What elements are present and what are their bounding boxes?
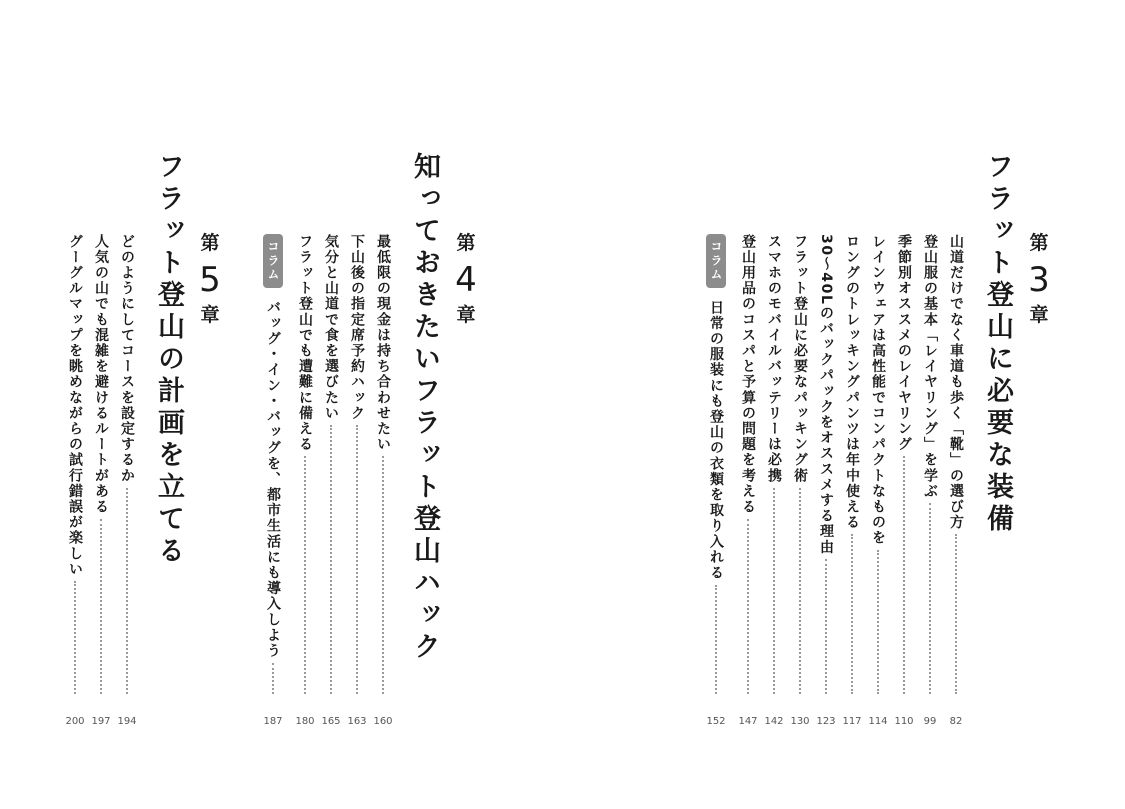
toc-entry-text: 人気の山でも混雑を避けるルートがある xyxy=(93,234,109,515)
toc-entry[interactable] xyxy=(118,234,136,694)
dot-leader xyxy=(929,503,931,694)
page-number: 152 xyxy=(706,716,726,727)
toc-entry-text: 季節別オススメのレイヤリング xyxy=(896,234,912,453)
page-number: 200 xyxy=(65,716,85,727)
toc-entry[interactable] xyxy=(739,234,757,694)
dot-leader xyxy=(955,534,957,694)
toc-entry-text: 登山服の基本「レイヤリング」を学ぶ xyxy=(922,234,938,500)
dot-leader xyxy=(851,534,853,694)
toc-entry-text: スマホのモバイルバッテリーは必携 xyxy=(766,234,782,484)
toc-entry[interactable] xyxy=(947,234,965,694)
page-number: 180 xyxy=(295,716,315,727)
chapter-suffix: 章 xyxy=(200,304,220,326)
chapter-4-title: 知っておきたいフラット登山ハック xyxy=(409,152,440,664)
toc-entry[interactable] xyxy=(348,234,366,694)
page-number: 147 xyxy=(738,716,758,727)
toc-entry-text: 最低限の現金は持ち合わせたい xyxy=(375,234,391,453)
dot-leader xyxy=(126,488,128,694)
toc-entry[interactable] xyxy=(322,234,340,694)
column-entry-text: 日常の服装にも登山の衣類を取り入れる xyxy=(708,300,724,581)
dot-leader xyxy=(825,559,827,694)
page-number: 197 xyxy=(91,716,111,727)
toc-entry-text: 山道だけでなく車道も歩く「靴」の選び方 xyxy=(948,234,964,531)
dot-leader xyxy=(100,519,102,694)
toc-entry-text: 気分と山道で食を選びたい xyxy=(323,234,339,422)
page-number: 117 xyxy=(842,716,862,727)
chapter-number: 5 xyxy=(199,260,221,300)
dot-leader xyxy=(877,550,879,694)
dot-leader xyxy=(330,425,332,694)
page-number: 187 xyxy=(263,716,283,727)
chapter-3-title: フラット登山に必要な装備 xyxy=(982,152,1013,536)
dot-leader xyxy=(74,581,76,694)
column-badge: コラム xyxy=(263,234,283,288)
page-number: 123 xyxy=(816,716,836,727)
dot-leader xyxy=(747,519,749,694)
left-page xyxy=(0,0,562,809)
page-number: 130 xyxy=(790,716,810,727)
toc-entry[interactable] xyxy=(869,234,887,694)
toc-entry[interactable] xyxy=(843,234,861,694)
page-number: 142 xyxy=(764,716,784,727)
page-number: 82 xyxy=(949,716,963,727)
chapter-3-number xyxy=(1019,234,1059,325)
column-badge: コラム xyxy=(706,234,726,288)
chapter-5-number xyxy=(190,234,230,325)
page-number: 160 xyxy=(373,716,393,727)
toc-entry[interactable] xyxy=(92,234,110,694)
dot-leader xyxy=(382,456,384,694)
chapter-suffix: 章 xyxy=(1029,304,1049,326)
chapter-prefix: 第 xyxy=(1029,232,1049,254)
toc-entry[interactable] xyxy=(791,234,809,694)
right-page xyxy=(562,0,1125,809)
toc-entry-text: 30～40Lのバックパックをオススメする理由 xyxy=(818,234,834,556)
dot-leader xyxy=(356,425,358,694)
chapter-4-number xyxy=(446,234,486,325)
toc-entry[interactable] xyxy=(817,234,835,694)
column-entry[interactable] xyxy=(707,300,725,694)
page-number: 110 xyxy=(894,716,914,727)
chapter-prefix: 第 xyxy=(200,232,220,254)
page-number: 114 xyxy=(868,716,888,727)
page-number: 99 xyxy=(923,716,937,727)
dot-leader xyxy=(304,456,306,694)
toc-entry[interactable] xyxy=(66,234,84,694)
dot-leader xyxy=(773,488,775,694)
toc-entry-text: フラット登山でも遭難に備える xyxy=(297,234,313,453)
toc-entry-text: レインウェアは高性能でコンパクトなものを xyxy=(870,234,886,546)
chapter-prefix: 第 xyxy=(456,232,476,254)
toc-entry[interactable] xyxy=(374,234,392,694)
dot-leader xyxy=(799,488,801,694)
chapter-number: 3 xyxy=(1028,260,1050,300)
dot-leader xyxy=(715,585,717,694)
page-number: 194 xyxy=(117,716,137,727)
toc-entry[interactable] xyxy=(765,234,783,694)
dot-leader xyxy=(272,663,274,694)
toc-entry-text: どのようにしてコースを設定するか xyxy=(119,234,135,484)
dot-leader xyxy=(903,456,905,694)
page-number: 163 xyxy=(347,716,367,727)
toc-entry-text: 下山後の指定席予約ハック xyxy=(349,234,365,422)
toc-entry[interactable] xyxy=(895,234,913,694)
toc-entry-text: ロングのトレッキングパンツは年中使える xyxy=(844,234,860,531)
chapter-suffix: 章 xyxy=(456,304,476,326)
column-entry-text: バッグ・イン・バッグを、都市生活にも導入しよう xyxy=(265,300,281,659)
toc-entry[interactable] xyxy=(921,234,939,694)
column-entry[interactable] xyxy=(264,300,282,694)
page-number: 165 xyxy=(321,716,341,727)
chapter-number: 4 xyxy=(455,260,477,300)
toc-entry-text: グーグルマップを眺めながらの試行錯誤が楽しい xyxy=(67,234,83,578)
chapter-5-title: フラット登山の計画を立てる xyxy=(153,152,184,568)
toc-entry[interactable] xyxy=(296,234,314,694)
toc-entry-text: 登山用品のコスパと予算の問題を考える xyxy=(740,234,756,515)
toc-entry-text: フラット登山に必要なパッキング術 xyxy=(792,234,808,484)
